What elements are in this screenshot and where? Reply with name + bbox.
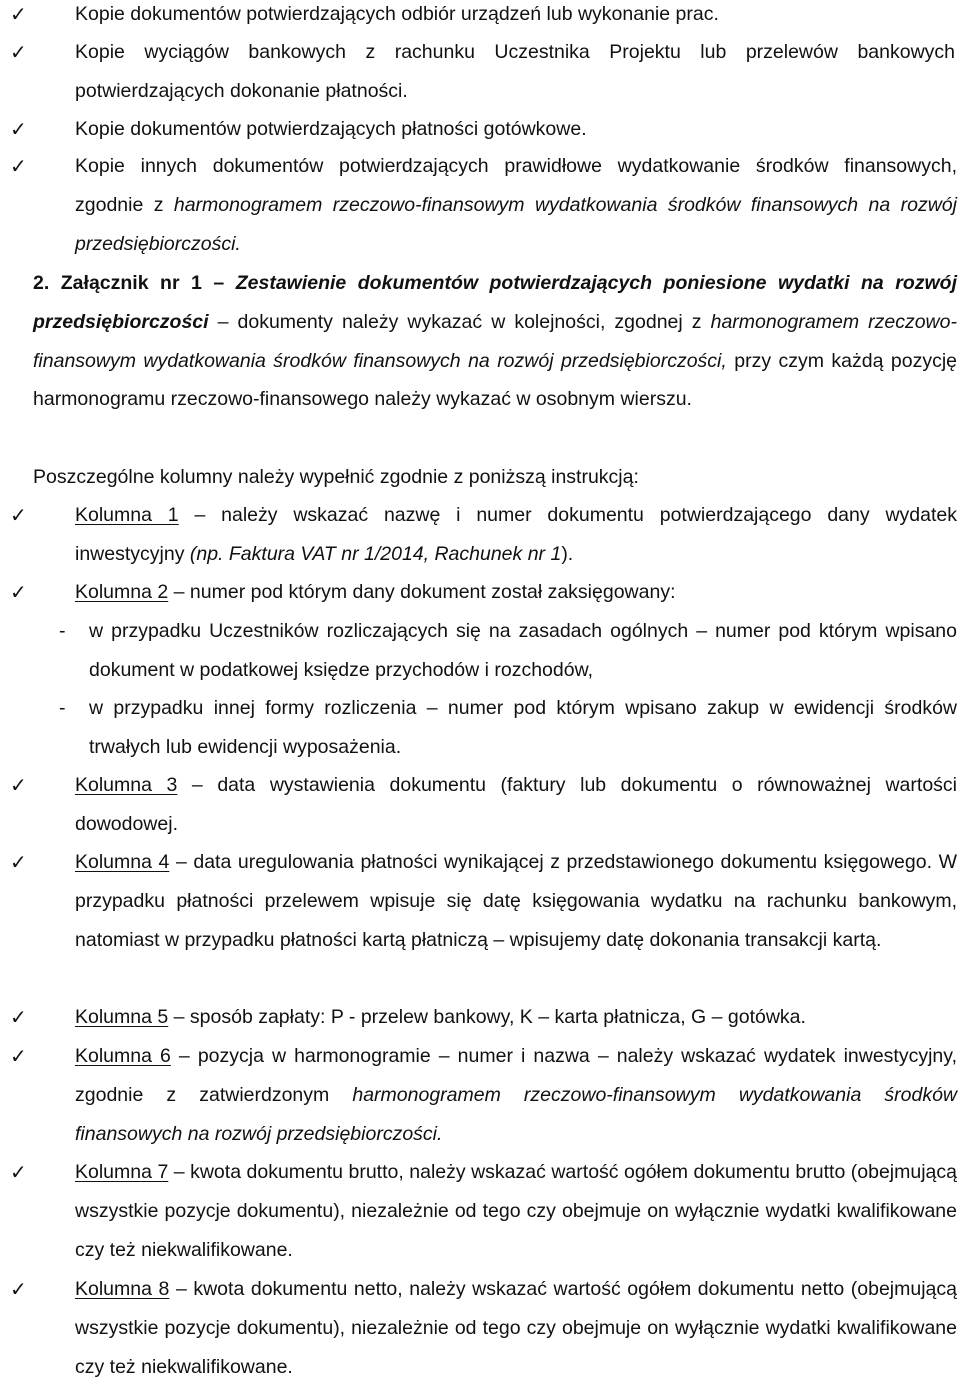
subitem-text: w przypadku Uczestników rozliczających się na zasadach ogólnych – numer pod którym wpisano dokument w podatkowej księdze przychodów i rozchodów, — [89, 620, 957, 681]
column-label: Kolumna 1 — [75, 504, 179, 526]
dash-marker: - — [59, 620, 66, 642]
column-label: Kolumna 7 — [75, 1161, 169, 1183]
column-label: Kolumna 5 — [75, 1006, 169, 1028]
column-label: Kolumna 4 — [75, 851, 170, 873]
list-item — [10, 0, 955, 34]
list-item — [10, 33, 955, 111]
list-item-text: Kopie wyciągów bankowych z rachunku Uczestnika Projektu lub przelewów bankowych potwierdzających dokonanie płatności. — [75, 41, 955, 102]
column-text: – kwota dokumentu brutto, należy wskazać wartość ogółem dokumentu brutto (obejmującą wszystkie pozycje dokumentu), niezależnie od tego czy obejmuje on wyłącznie wydatki kwalifikowane czy też niekwalifikowane. — [75, 1161, 957, 1261]
section-title-attachment: Załącznik nr 1 — [60, 272, 202, 294]
checkmark-icon: ✓ — [10, 154, 27, 178]
column-7-item — [10, 1153, 957, 1269]
column-1-item — [10, 496, 957, 574]
list-item-text-italic: harmonogramem rzeczowo-finansowym wydatkowania środków finansowych na rozwój przedsiębiorczości. — [75, 193, 957, 255]
checkmark-icon: ✓ — [10, 1277, 27, 1301]
checkmark-icon: ✓ — [10, 503, 27, 527]
column-8-item — [10, 1270, 957, 1386]
column-label: Kolumna 6 — [75, 1045, 171, 1067]
column-text-italic: harmonogramem rzeczowo-finansowym wydatkowania środków finansowych na rozwój przedsiębiorczości. — [75, 1083, 957, 1145]
section-text-end: przy czym każdą pozycję harmonogramu rzeczowo-finansowego należy wykazać w osobnym wierszu. — [33, 349, 957, 411]
checkmark-icon: ✓ — [10, 1160, 27, 1184]
list-item-text: Kopie dokumentów potwierdzających płatności gotówkowe. — [75, 118, 587, 140]
instruction-intro: Poszczególne kolumny należy wypełnić zgodnie z poniższą instrukcją: — [33, 466, 639, 488]
checkmark-icon: ✓ — [10, 1044, 27, 1068]
column-6-item — [10, 1037, 957, 1153]
checkmark-icon: ✓ — [10, 773, 27, 797]
subitem-text: w przypadku innej formy rozliczenia – numer pod którym wpisano zakup w ewidencji środków trwałych lub ewidencji wyposażenia. — [89, 697, 957, 758]
column-example: (np. Faktura VAT nr 1/2014, Rachunek nr 1 — [189, 542, 562, 565]
column-text: – kwota dokumentu netto, należy wskazać wartość ogółem dokumentu netto (obejmującą wszystkie pozycje dokumentu), niezależnie od tego czy obejmuje on wyłącznie wydatki kwalifikowane czy też niekwalifikowane. — [75, 1278, 957, 1378]
column-text: – sposób zapłaty: P - przelew bankowy, K – karta płatnicza, G – gotówka. — [168, 1006, 806, 1028]
section-text-italic: harmonogramem rzeczowo-finansowym wydatkowania środków finansowych na rozwój przedsiębiorczości, — [33, 310, 957, 372]
column-text: – należy wskazać nazwę i numer dokumentu potwierdzającego dany wydatek inwestycyjny — [75, 504, 957, 565]
dash-marker: - — [59, 697, 66, 719]
section-title-dash: – — [201, 272, 236, 294]
column-3-item — [10, 766, 957, 844]
column-5-item — [10, 998, 957, 1037]
column-text: – data uregulowania płatności wynikającej z przedstawionego dokumentu księgowego. W przypadku płatności przelewem wpisuje się datę księgowania wydatku na rachunku bankowym, natomiast w przypadku płatności kartą płatniczą – wpisujemy datę dokonania transakcji kartą. — [75, 851, 957, 951]
column-text: – numer pod którym dany dokument został zaksięgowany: — [168, 581, 676, 603]
section-number: 2. — [33, 272, 50, 294]
column-label: Kolumna 8 — [75, 1278, 170, 1300]
checkmark-icon: ✓ — [10, 2, 27, 26]
column-label: Kolumna 2 — [75, 581, 169, 603]
checkmark-icon: ✓ — [10, 580, 27, 604]
column-text-end: ). — [561, 542, 574, 565]
list-item — [10, 110, 955, 149]
checkmark-icon: ✓ — [10, 117, 27, 141]
checkmark-icon: ✓ — [10, 1005, 27, 1029]
list-item-text: Kopie dokumentów potwierdzających odbiór urządzeń lub wykonanie prac. — [75, 3, 719, 25]
checkmark-icon: ✓ — [10, 40, 27, 64]
column-2-subitem — [59, 612, 957, 690]
column-2-subitem — [59, 689, 957, 767]
column-text: – data wystawienia dokumentu (faktury lub dokumentu o równoważnej wartości dowodowej. — [75, 774, 957, 835]
column-4-item — [10, 843, 957, 959]
column-text: – pozycja w harmonogramie – numer i nazwa – należy wskazać wydatek inwestycyjny, zgodnie z zatwierdzonym — [75, 1045, 957, 1106]
checkmark-icon: ✓ — [10, 850, 27, 874]
list-item — [10, 147, 957, 263]
section-title: Zestawienie dokumentów potwierdzających poniesione wydatki na rozwój przedsiębiorczości — [33, 272, 957, 333]
section-text: – dokumenty należy wykazać w kolejności, zgodnej z — [208, 310, 711, 333]
column-label: Kolumna 3 — [75, 774, 178, 796]
column-2-item — [10, 573, 957, 612]
section-2-paragraph — [33, 264, 957, 419]
list-item-text: Kopie innych dokumentów potwierdzających prawidłowe wydatkowanie środków finansowych, zgodnie z — [75, 155, 957, 216]
